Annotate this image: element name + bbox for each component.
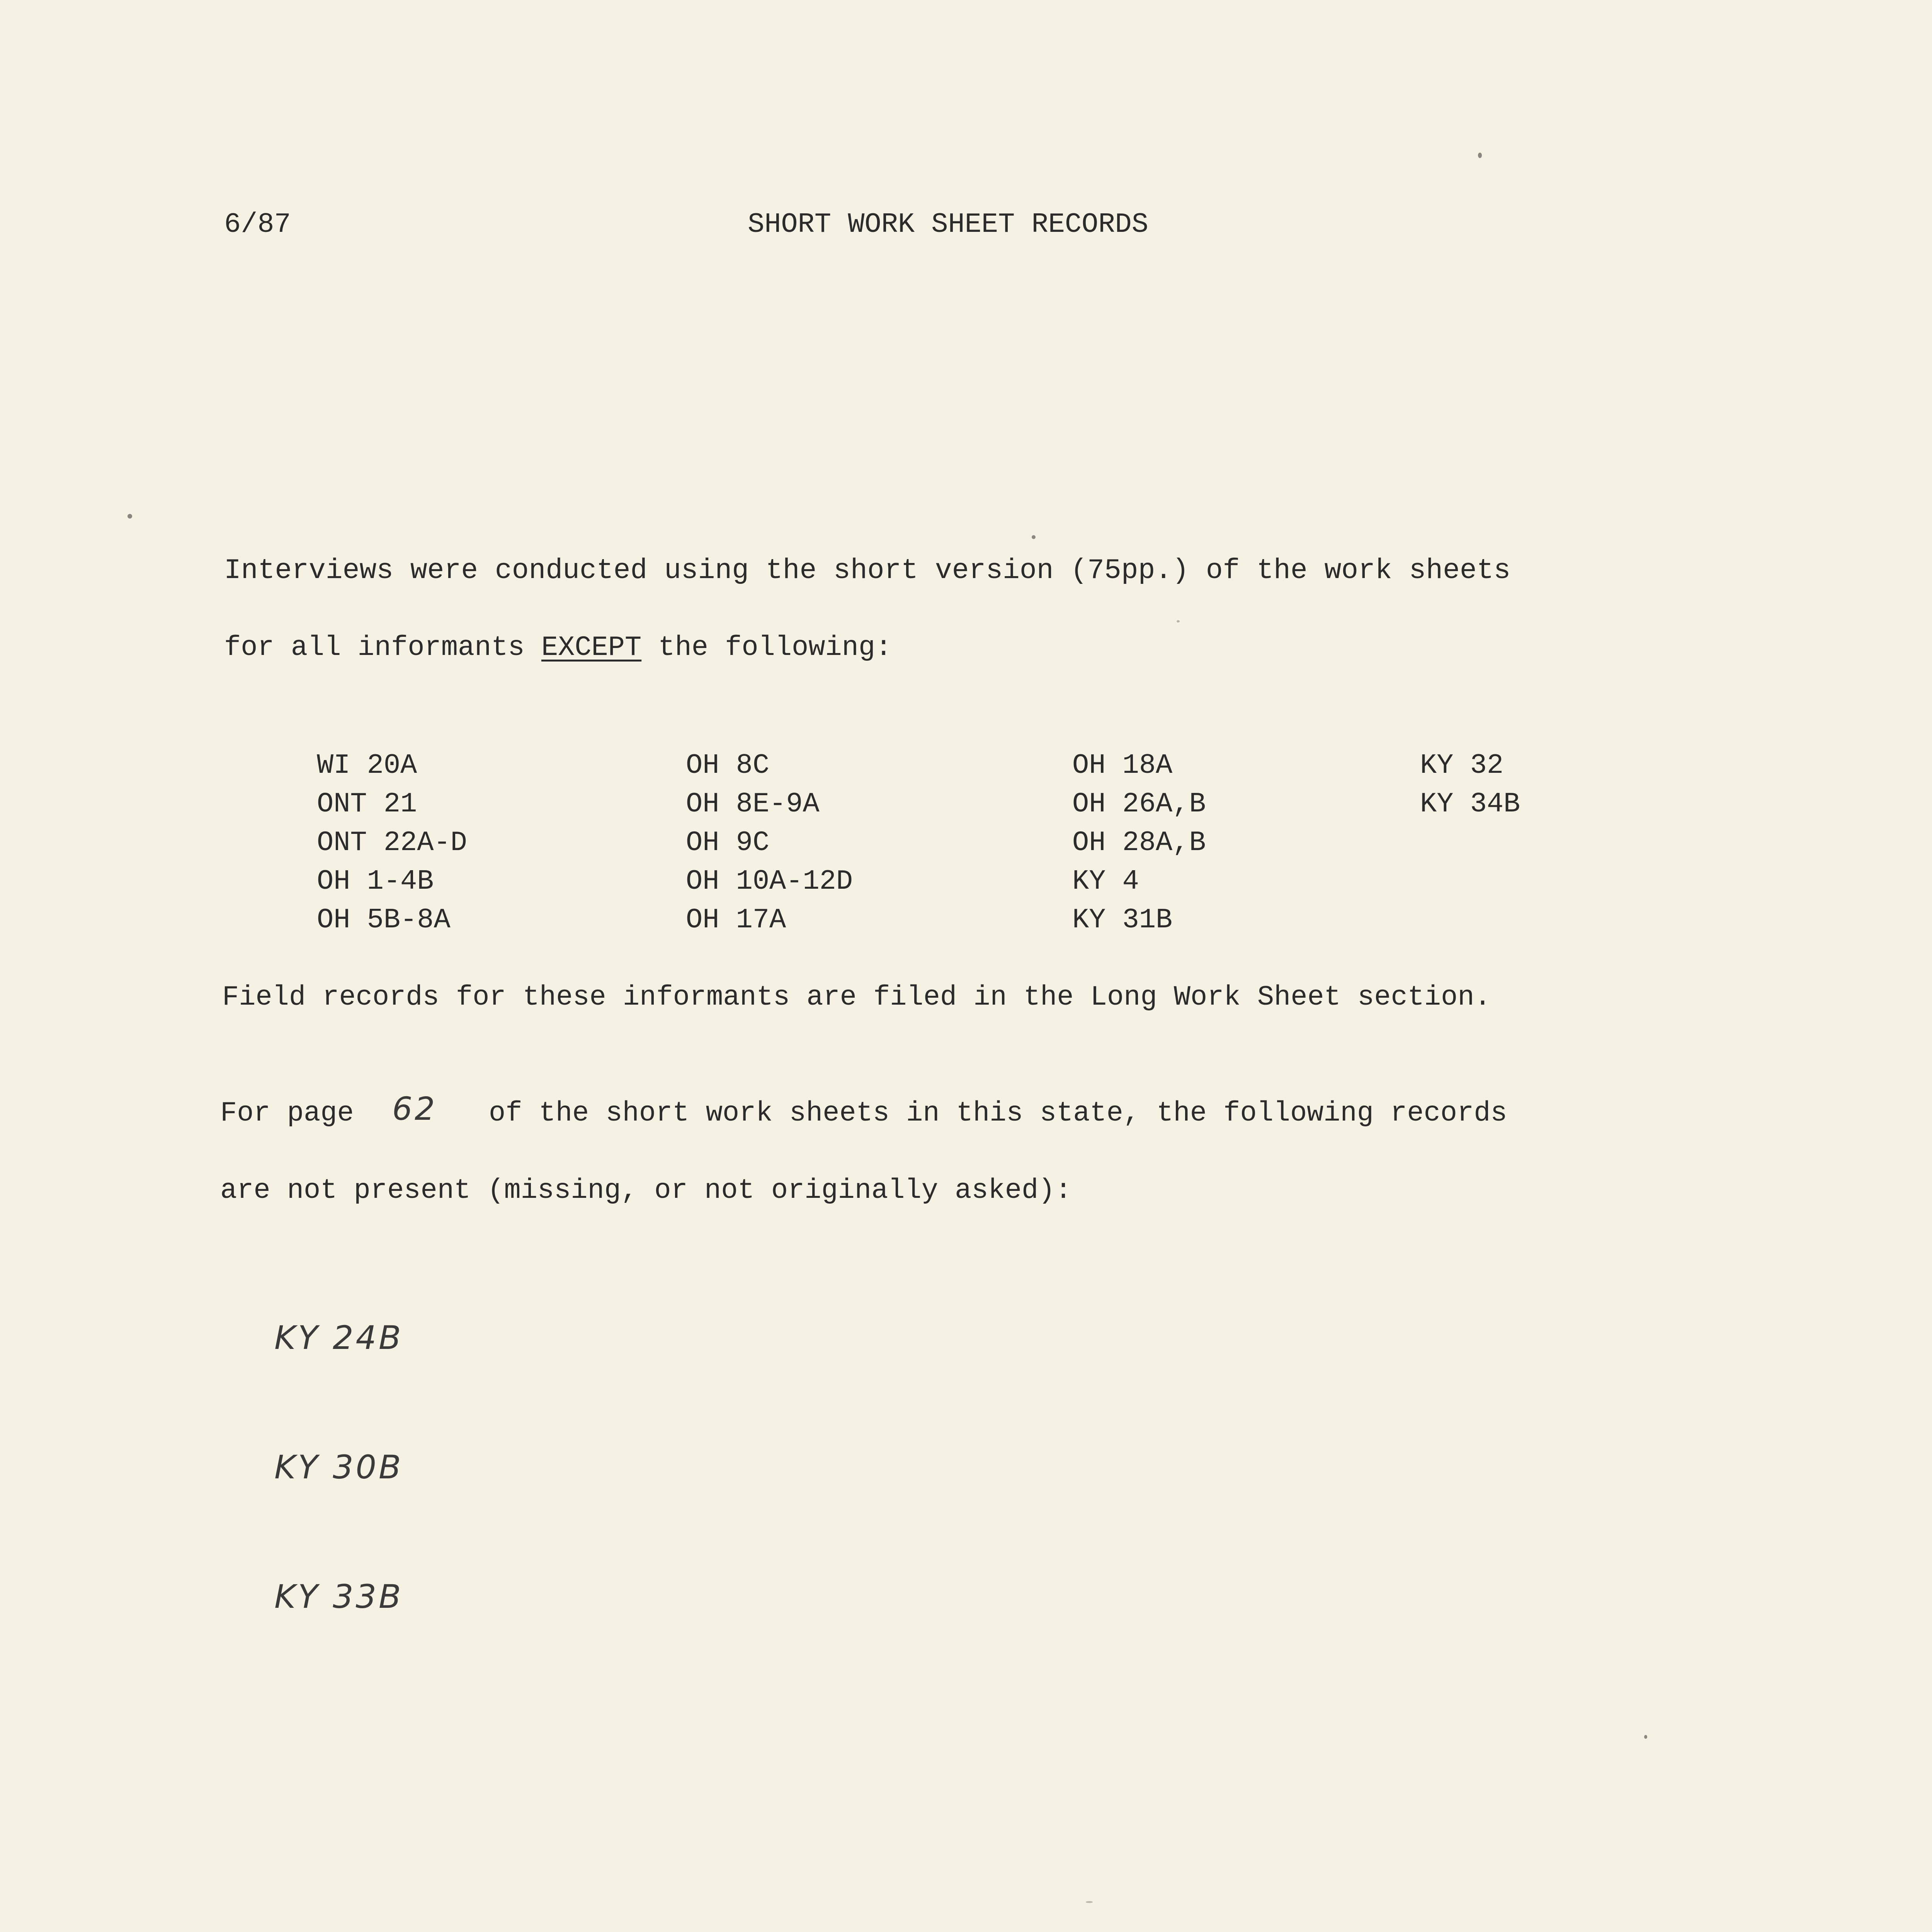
document-date: 6/87	[224, 209, 291, 240]
handwritten-page-number: 62	[392, 1091, 437, 1128]
missing-line-1-after: of the short work sheets in this state, the following records	[489, 1097, 1507, 1129]
exception-item: ONT 21	[317, 788, 417, 820]
missing-line-2: are not present (missing, or not originally asked):	[220, 1175, 1072, 1206]
intro-line-2	[224, 634, 892, 662]
exception-item: ONT 22A-D	[317, 827, 467, 859]
intro-emphasis-except: EXCEPT	[541, 632, 642, 663]
exception-item: OH 5B-8A	[317, 904, 451, 936]
intro-line-1: Interviews were conducted using the short version (75pp.) of the work sheets	[224, 554, 1511, 587]
intro-line-2-after: the following:	[641, 632, 892, 663]
exception-item: KY 34B	[1420, 788, 1520, 820]
exception-item: KY 32	[1420, 750, 1504, 781]
exception-item: OH 1-4B	[317, 866, 434, 897]
exception-item: OH 10A-12D	[686, 866, 853, 897]
exception-item: KY 4	[1072, 866, 1139, 897]
paper-speck	[128, 514, 132, 519]
exception-item: OH 26A,B	[1072, 788, 1206, 820]
exception-item: KY 31B	[1072, 904, 1173, 936]
exception-item: OH 18A	[1072, 750, 1173, 781]
missing-line-1-before: For page	[220, 1097, 354, 1129]
paper-speck	[1478, 153, 1482, 158]
exception-item: OH 8C	[686, 750, 770, 781]
exception-item: WI 20A	[317, 750, 417, 781]
handwritten-missing-item: KY 30B	[274, 1448, 403, 1486]
exception-item: OH 8E-9A	[686, 788, 820, 820]
document-title: SHORT WORK SHEET RECORDS	[748, 209, 1148, 240]
paper-speck	[1177, 620, 1180, 622]
paper-speck	[1644, 1735, 1647, 1739]
exception-item: OH 17A	[686, 904, 786, 936]
exception-item: OH 9C	[686, 827, 770, 859]
field-records-note: Field records for these informants are filed in the Long Work Sheet section.	[222, 981, 1491, 1013]
paper-speck	[1032, 535, 1036, 539]
exception-item: OH 28A,B	[1072, 827, 1206, 859]
intro-line-2-before: for all informants	[224, 632, 541, 663]
handwritten-missing-item: KY 33B	[274, 1578, 403, 1616]
paper-speck	[1086, 1901, 1093, 1903]
handwritten-missing-item: KY 24B	[274, 1319, 403, 1357]
